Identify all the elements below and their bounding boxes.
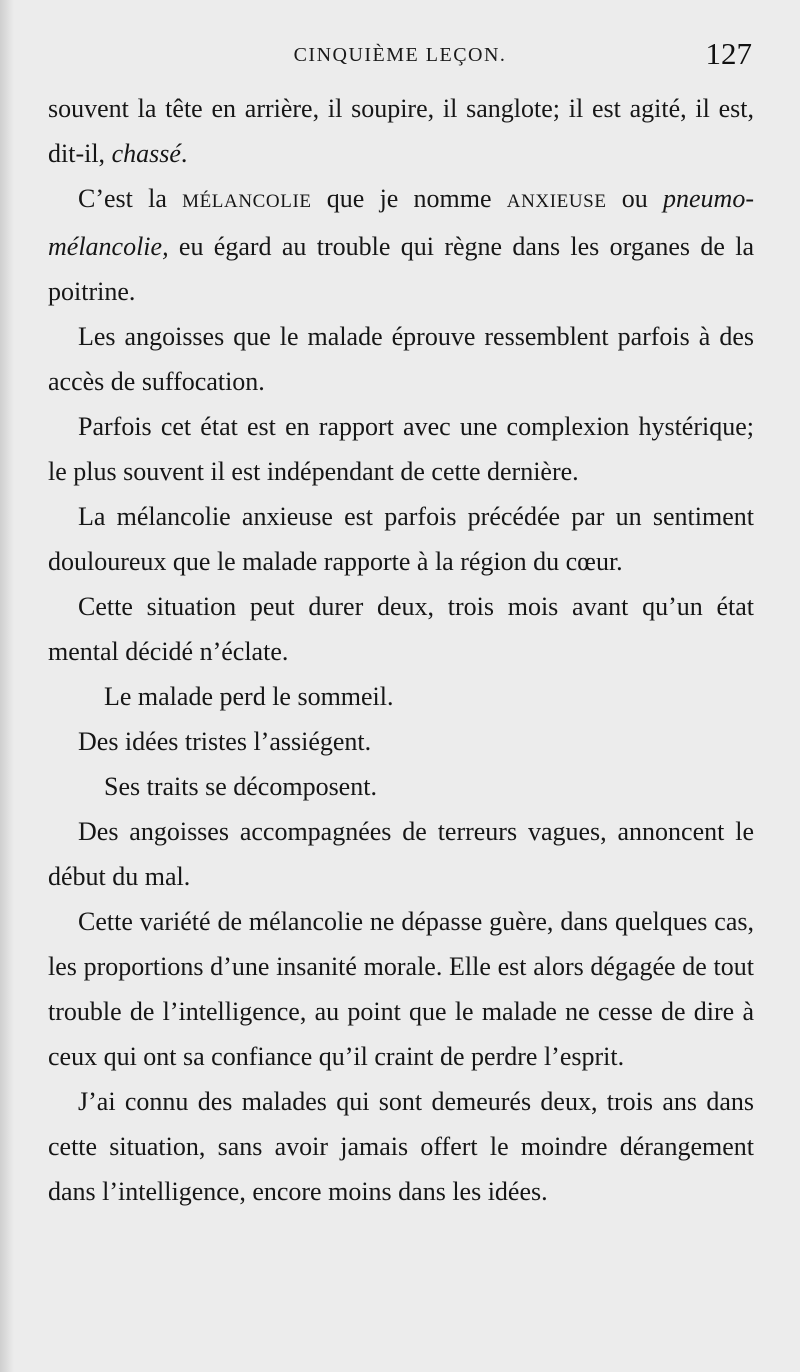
text-run: eu égard au trouble qui règne dans les organes de la poitrine. <box>48 232 754 306</box>
paragraph <box>48 809 754 899</box>
paragraph <box>48 674 754 719</box>
paragraph <box>48 1079 754 1214</box>
paragraph <box>48 764 754 809</box>
text-run: que je nomme <box>311 184 507 213</box>
paragraph <box>48 584 754 674</box>
body-text <box>48 86 754 1214</box>
text-run: Des idées tristes l’assiégent. <box>78 727 372 756</box>
paragraph <box>48 176 754 314</box>
page-number: 127 <box>705 36 752 71</box>
page-header <box>48 36 752 74</box>
text-run: Le malade perd le sommeil. <box>104 682 394 711</box>
text-run: Des angoisses accompagnées de terreurs vagues, annoncent le début du mal. <box>48 817 754 891</box>
italic-text: pneumo-mélancolie, <box>48 184 754 261</box>
text-run: . <box>180 139 188 168</box>
text-run: Parfois cet état est en rapport avec une complexion hystérique; le plus souvent il est indépendant de cette dernière. <box>48 412 754 486</box>
small-caps-text: ANXIEUSE <box>506 191 607 212</box>
paragraph <box>48 404 754 494</box>
italic-text: chassé <box>111 139 181 168</box>
text-run: J’ai connu des malades qui sont demeurés deux, trois ans dans cette situation, sans avoir jamais offert le moindre dérangement dans l’intelligence, encore moins dans les idées. <box>48 1087 754 1206</box>
text-run: C’est la <box>78 184 183 213</box>
text-run: Ses traits se décomposent. <box>104 772 377 801</box>
paragraph <box>48 86 754 176</box>
small-caps-text: MÉLANCOLIE <box>182 191 312 212</box>
paragraph <box>48 314 754 404</box>
paragraph <box>48 719 754 764</box>
text-run: La mélancolie anxieuse est parfois précédée par un sentiment douloureux que le malade rapporte à la région du cœur. <box>48 502 754 576</box>
running-head: CINQUIÈME LEÇON. <box>293 44 507 66</box>
page-gutter-shadow <box>0 0 14 1372</box>
text-run: Les angoisses que le malade éprouve ressemblent parfois à des accès de suffocation. <box>48 322 754 396</box>
text-run: Cette variété de mélancolie ne dépasse guère, dans quelques cas, les proportions d’une insanité morale. Elle est alors dégagée de tout trouble de l’intelligence, au point que le malade ne cesse de dire à ceux qui ont sa confiance qu’il craint de perdre l’esprit. <box>48 907 754 1071</box>
paragraph <box>48 494 754 584</box>
paragraph <box>48 899 754 1079</box>
text-run: souvent la tête en arrière, il soupire, il sanglote; il est agité, il est, dit-il, <box>48 94 754 168</box>
text-run: ou <box>606 184 664 213</box>
text-run: Cette situation peut durer deux, trois mois avant qu’un état mental décidé n’éclate. <box>48 592 754 666</box>
